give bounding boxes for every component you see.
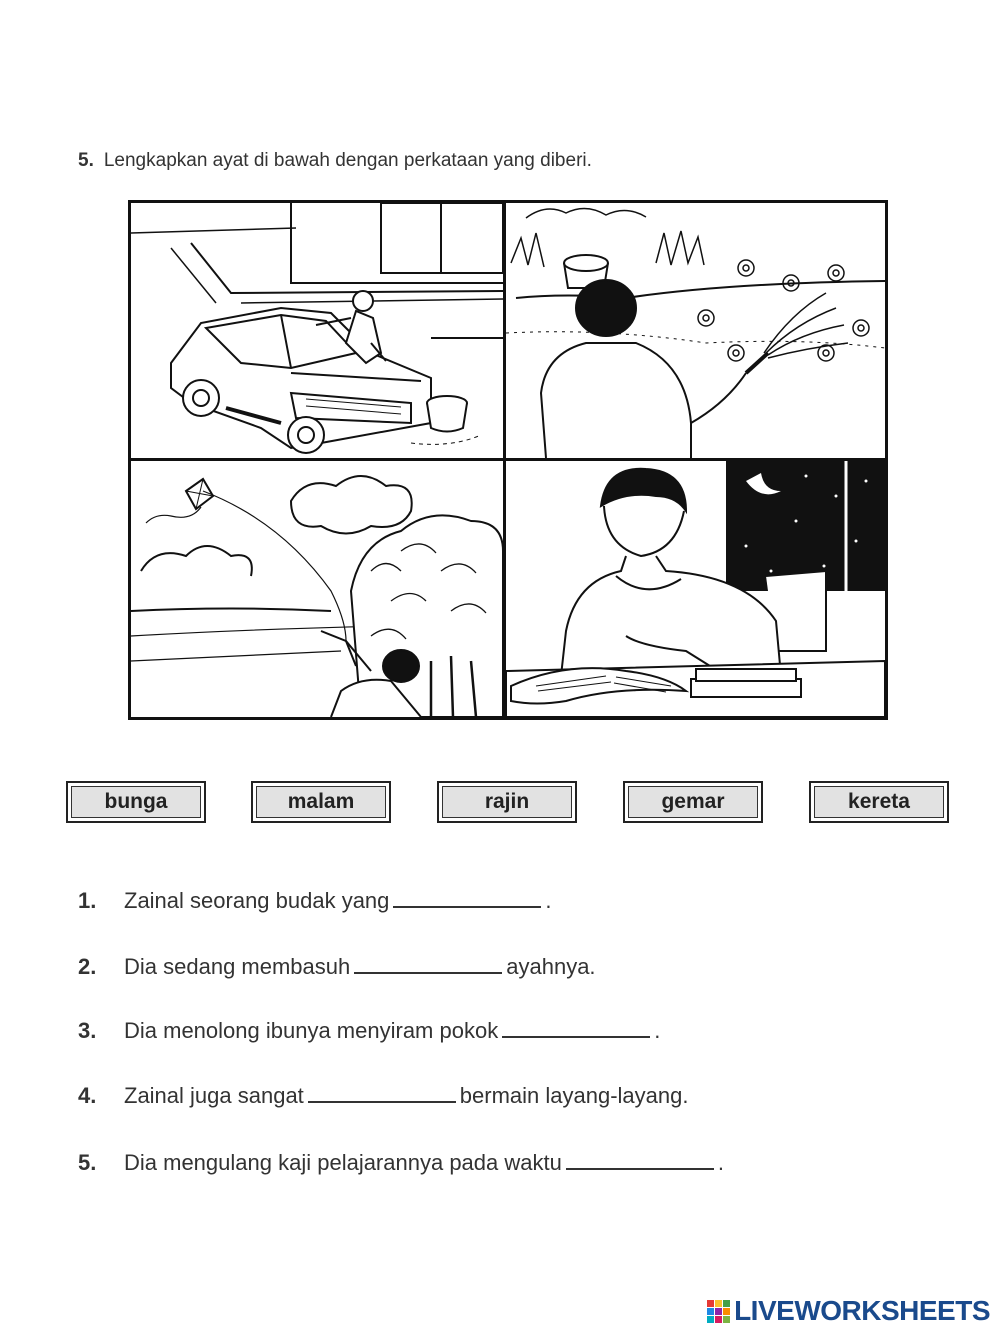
logo-square	[707, 1308, 714, 1315]
sentence-text-after: bermain layang-layang.	[459, 1083, 689, 1108]
logo-square	[715, 1308, 722, 1315]
sentence-5	[78, 1148, 724, 1176]
sentence-4	[78, 1081, 689, 1109]
picture-studying-at-night	[506, 461, 885, 717]
picture-grid	[128, 200, 888, 720]
sentence-text-before: Zainal seorang budak yang	[124, 888, 390, 913]
logo-square	[715, 1300, 722, 1307]
logo-square	[715, 1316, 722, 1323]
sentence-number: 1.	[78, 888, 97, 913]
exercise-number: 5.	[78, 150, 94, 171]
sentence-2	[78, 952, 596, 980]
exercise-instruction	[78, 150, 592, 172]
logo-square	[723, 1300, 730, 1307]
sentence-text-after: .	[545, 888, 552, 913]
brand-text: LIVEWORKSHEETS	[734, 1295, 990, 1326]
answer-blank-3[interactable]	[502, 1016, 650, 1038]
sentence-1	[78, 886, 552, 914]
sentence-text-before: Dia mengulang kaji pelajarannya pada waktu	[124, 1150, 562, 1175]
answer-blank-4[interactable]	[308, 1081, 456, 1103]
sentence-text-before: Dia menolong ibunya menyiram pokok	[124, 1018, 499, 1043]
logo-square	[707, 1300, 714, 1307]
liveworksheets-brand[interactable]	[707, 1296, 990, 1326]
answer-blank-1[interactable]	[393, 886, 541, 908]
word-card-kereta[interactable]: kereta	[809, 781, 949, 823]
logo-square	[707, 1316, 714, 1323]
sentence-text-after: .	[654, 1018, 661, 1043]
logo-square	[723, 1316, 730, 1323]
word-card-gemar[interactable]: gemar	[623, 781, 763, 823]
answer-blank-2[interactable]	[354, 952, 502, 974]
sentence-text-after: ayahnya.	[506, 954, 596, 979]
logo-square	[723, 1308, 730, 1315]
word-card-malam[interactable]: malam	[251, 781, 391, 823]
word-card-bunga[interactable]: bunga	[66, 781, 206, 823]
sentence-text-before: Zainal juga sangat	[124, 1083, 304, 1108]
sentence-number: 2.	[78, 954, 97, 979]
word-card-rajin[interactable]: rajin	[437, 781, 577, 823]
sentence-text-after: .	[717, 1150, 724, 1175]
picture-watering-flowers	[506, 203, 885, 458]
picture-flying-kite	[131, 461, 503, 717]
sentence-3	[78, 1016, 660, 1044]
instruction-text: Lengkapkan ayat di bawah dengan perkataan yang diberi.	[103, 150, 592, 171]
answer-blank-5[interactable]	[566, 1148, 714, 1170]
sentence-number: 5.	[78, 1150, 97, 1175]
sentence-number: 3.	[78, 1018, 97, 1043]
sentence-number: 4.	[78, 1083, 97, 1108]
sentence-text-before: Dia sedang membasuh	[124, 954, 351, 979]
picture-washing-car	[131, 203, 503, 458]
liveworksheets-logo-icon	[707, 1300, 730, 1323]
